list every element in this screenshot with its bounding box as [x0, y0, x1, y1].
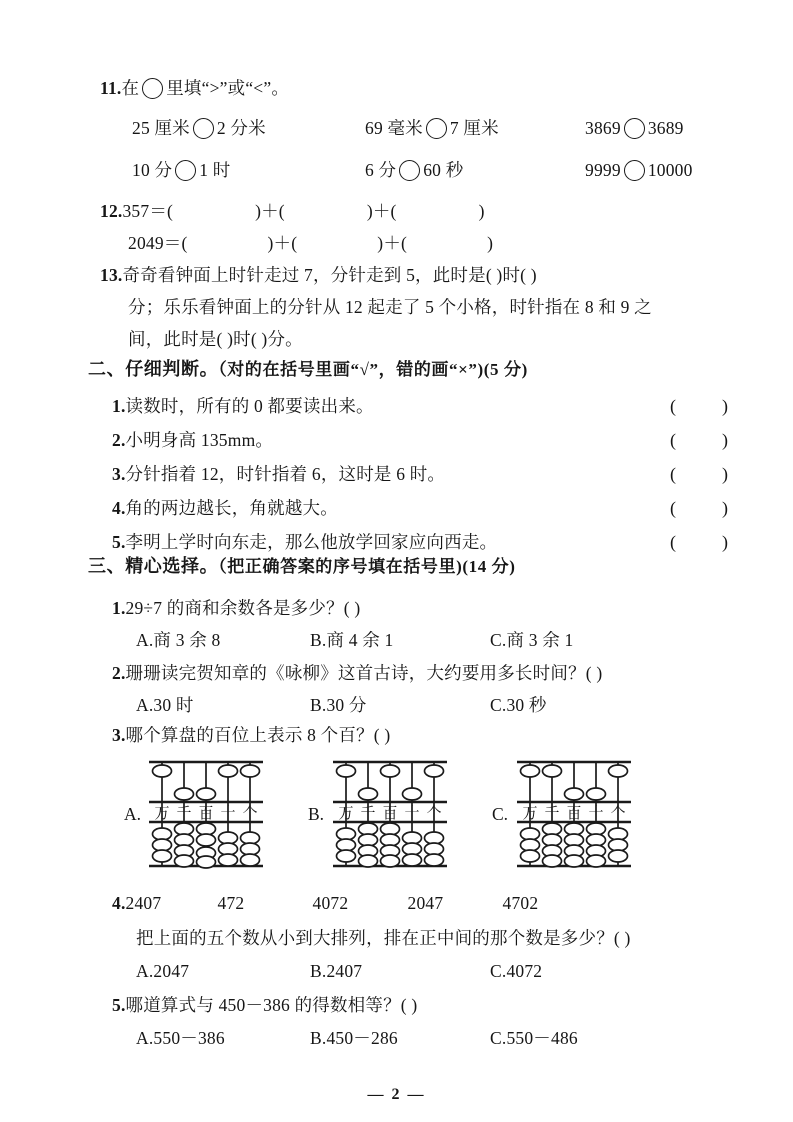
choice-q4-option-a[interactable] [136, 963, 189, 981]
choice-q5-option-b[interactable] [310, 1030, 398, 1048]
svg-text:十: 十 [404, 806, 420, 822]
choice-q2-option-b[interactable] [310, 697, 367, 715]
choice-q2-number: 2. [112, 663, 126, 683]
abacus-group [0, 752, 793, 877]
svg-text:个: 个 [610, 806, 626, 822]
choice-q4-option-c[interactable] [490, 963, 542, 981]
q12-tail-2: ) [487, 233, 494, 253]
q11-r2-c1-left: 10 分 [132, 160, 173, 180]
page-number-footer: — 2 — [367, 1086, 426, 1103]
choice-q2-text: 珊珊读完贺知章的《咏柳》这首古诗，大约要用多长时间？( ) [125, 663, 603, 683]
choice-q1-option-b[interactable] [310, 632, 393, 650]
abacus-b-label: B. [308, 804, 325, 824]
judge-item-1-text: 读数时，所有的 0 都要读出来。 [125, 396, 374, 416]
choice-q1-option-b-label: B. [310, 630, 327, 650]
q11-r1-c2-left: 69 毫米 [365, 118, 423, 138]
question-13-line1 [100, 267, 537, 285]
choice-q1-option-a-text: 商 3 余 8 [153, 630, 221, 650]
judge-item-5-number: 5. [112, 532, 126, 552]
question-13-number: 13. [100, 265, 123, 285]
choice-q4-option-b-label: B. [310, 961, 327, 981]
svg-text:千: 千 [544, 806, 560, 822]
choice-q1-text: 29÷7 的商和余数各是多少？( ) [125, 598, 361, 618]
choice-q5-text: 哪道算式与 450－386 的得数相等？( ) [125, 995, 418, 1015]
judge-answer-paren-5-right[interactable]: ) [722, 532, 728, 552]
choice-q4-num-4: 2047 [407, 893, 444, 913]
section-3-title: 三、精心选择。 [88, 556, 219, 576]
fill-circle-icon[interactable] [175, 160, 196, 181]
choice-q4-option-a-text: 2047 [153, 961, 190, 981]
abacus-c[interactable] [515, 758, 633, 870]
q11-r2-c1-right: 1 时 [199, 160, 231, 180]
q12-line1-lead: 357＝( [122, 201, 174, 221]
judge-answer-paren-2-left[interactable]: ( [670, 430, 676, 450]
question-12-line1 [100, 203, 485, 221]
choice-q5-option-a-text: 550－386 [153, 1028, 225, 1048]
choice-q2-option-b-label: B. [310, 695, 327, 715]
choice-q5-option-a[interactable] [136, 1030, 225, 1048]
abacus-c-label: C. [492, 804, 509, 824]
question-11-number: 11. [100, 78, 122, 98]
q11-r1-c1-left: 25 厘米 [132, 118, 190, 138]
choice-q5-option-a-label: A. [136, 1028, 154, 1048]
judge-item-2-number: 2. [112, 430, 126, 450]
q11-r2-c3-right: 10000 [647, 160, 693, 180]
question-11-prompt-after: 里填“>”或“<”。 [166, 78, 290, 98]
q11-r1-c1-right: 2 分米 [216, 118, 266, 138]
abacus-b[interactable] [331, 758, 449, 870]
svg-text:千: 千 [360, 806, 376, 822]
choice-q4-option-b[interactable] [310, 963, 362, 981]
svg-text:个: 个 [242, 806, 258, 822]
svg-text:百: 百 [382, 806, 398, 822]
choice-q4-option-a-label: A. [136, 961, 154, 981]
choice-q4-option-c-label: C. [490, 961, 507, 981]
judge-item-5-text: 李明上学时向东走，那么他放学回家应向西走。 [125, 532, 498, 552]
section-2-note: （对的在括号里画“√”，错的画“×”)(5 分) [218, 360, 528, 379]
choice-q4-num-2: 472 [217, 893, 245, 913]
choice-q5-option-b-label: B. [310, 1028, 327, 1048]
choice-q4-option-b-text: 2407 [326, 961, 363, 981]
section-2-title: 二、仔细判断。 [88, 359, 219, 379]
choice-q3-number: 3. [112, 725, 126, 745]
judge-item-4-text: 角的两边越长，角就越大。 [125, 498, 338, 518]
judge-item-4 [112, 500, 338, 518]
judge-item-2 [112, 432, 273, 450]
choice-q4-number: 4. [112, 893, 126, 913]
judge-item-2-text: 小明身高 135mm。 [125, 430, 274, 450]
choice-q5-stem [112, 997, 417, 1015]
choice-q1-option-a[interactable] [136, 632, 220, 650]
choice-q1-option-a-label: A. [136, 630, 154, 650]
q13-line1-text: 奇奇看钟面上时针走过 7，分针走到 5，此时是( )时( ) [122, 265, 537, 285]
choice-q4-num-1: 2407 [125, 893, 162, 913]
q11-r1-c2-right: 7 厘米 [449, 118, 499, 138]
choice-q5-option-c-label: C. [490, 1028, 507, 1048]
svg-text:千: 千 [176, 806, 192, 822]
fill-circle-icon[interactable] [193, 118, 214, 139]
q11-row1-col2 [365, 118, 499, 139]
choice-q1-option-c-text: 商 3 余 1 [506, 630, 574, 650]
choice-q3-text: 哪个算盘的百位上表示 8 个百？( ) [125, 725, 391, 745]
judge-item-1 [112, 398, 374, 416]
abacus-a[interactable] [147, 758, 265, 870]
q11-row1-col3 [585, 118, 684, 139]
choice-q1-option-c[interactable] [490, 632, 573, 650]
judge-answer-paren-2-right[interactable]: ) [722, 430, 728, 450]
choice-q4-numbers [112, 895, 538, 913]
q11-row2-col2 [365, 160, 463, 181]
q12-plus-4: )＋( [377, 233, 408, 253]
q11-r1-c3-right: 3689 [647, 118, 684, 138]
fill-circle-icon[interactable] [399, 160, 420, 181]
q11-r2-c3-left: 9999 [585, 160, 621, 180]
choice-q1-option-b-text: 商 4 余 1 [326, 630, 394, 650]
judge-item-3-text: 分针指着 12，时针指着 6，这时是 6 时。 [125, 464, 446, 484]
svg-text:十: 十 [588, 806, 604, 822]
choice-q4-stem: 把上面的五个数从小到大排列，排在正中间的那个数是多少？( ) [136, 928, 631, 948]
judge-answer-paren-3-left[interactable]: ( [670, 464, 676, 484]
judge-answer-paren-1-left[interactable]: ( [670, 396, 676, 416]
choice-q5-option-c-text: 550－486 [506, 1028, 578, 1048]
choice-q4-num-3: 4072 [312, 893, 349, 913]
judge-item-3 [112, 466, 445, 484]
choice-q5-option-c[interactable] [490, 1030, 578, 1048]
judge-answer-paren-4-right[interactable]: ) [722, 498, 728, 518]
q11-row1-col1 [132, 118, 266, 139]
q12-line2-lead: 2049＝( [128, 233, 188, 253]
q11-r1-c3-left: 3869 [585, 118, 621, 138]
q12-plus-1: )＋( [255, 201, 285, 221]
section-3-heading [88, 557, 516, 575]
choice-q2-option-c-text: 30 秒 [506, 695, 547, 715]
svg-text:万: 万 [154, 806, 170, 822]
choice-q2-option-a[interactable] [136, 697, 194, 715]
fill-circle-icon[interactable] [624, 118, 645, 139]
question-12-line2 [128, 235, 493, 253]
choice-q2-option-c[interactable] [490, 697, 547, 715]
svg-text:百: 百 [198, 806, 214, 822]
section-3-note: （把正确答案的序号填在括号里)(14 分) [218, 557, 516, 576]
judge-item-1-number: 1. [112, 396, 126, 416]
question-13-line3: 间，此时是( )时( )分。 [128, 329, 303, 349]
choice-q2-option-b-text: 30 分 [326, 695, 367, 715]
choice-q5-option-b-text: 450－286 [326, 1028, 398, 1048]
question-12-number: 12. [100, 201, 123, 221]
choice-q1-number: 1. [112, 598, 126, 618]
judge-item-4-number: 4. [112, 498, 126, 518]
fill-circle-icon[interactable] [426, 118, 447, 139]
judge-answer-paren-5-left[interactable]: ( [670, 532, 676, 552]
judge-item-3-number: 3. [112, 464, 126, 484]
question-11-prompt [100, 78, 289, 99]
q11-r2-c2-left: 6 分 [365, 160, 397, 180]
svg-text:百: 百 [566, 806, 582, 822]
q12-plus-2: )＋( [366, 201, 397, 221]
choice-q2-option-c-label: C. [490, 695, 507, 715]
choice-q5-number: 5. [112, 995, 126, 1015]
fill-circle-icon[interactable] [624, 160, 645, 181]
judge-answer-paren-3-right[interactable]: ) [722, 464, 728, 484]
q11-row2-col3 [585, 160, 693, 181]
fill-circle-icon[interactable] [142, 78, 163, 99]
q11-row2-col1 [132, 160, 230, 181]
question-13-line2: 分；乐乐看钟面上的分针从 12 起走了 5 个小格，时针指在 8 和 9 之 [128, 297, 652, 317]
q12-plus-3: )＋( [267, 233, 298, 253]
svg-text:个: 个 [426, 806, 442, 822]
choice-q2-stem [112, 665, 602, 683]
judge-answer-paren-1-right[interactable]: ) [722, 396, 728, 416]
q12-tail-1: ) [478, 201, 485, 221]
choice-q3-stem [112, 727, 390, 745]
choice-q4-num-5: 4702 [502, 893, 539, 913]
svg-text:万: 万 [522, 806, 538, 822]
judge-item-5 [112, 534, 497, 552]
choice-q2-option-a-label: A. [136, 695, 154, 715]
q11-r2-c2-right: 60 秒 [423, 160, 464, 180]
choice-q4-option-c-text: 4072 [506, 961, 543, 981]
choice-q1-option-c-label: C. [490, 630, 507, 650]
choice-q1-stem [112, 600, 360, 618]
question-11-prompt-before: 在 [121, 78, 140, 98]
svg-text:万: 万 [338, 806, 354, 822]
abacus-a-label: A. [124, 804, 142, 824]
choice-q2-option-a-text: 30 时 [153, 695, 194, 715]
svg-text:十: 十 [220, 806, 236, 822]
judge-answer-paren-4-left[interactable]: ( [670, 498, 676, 518]
section-2-heading [88, 360, 528, 378]
